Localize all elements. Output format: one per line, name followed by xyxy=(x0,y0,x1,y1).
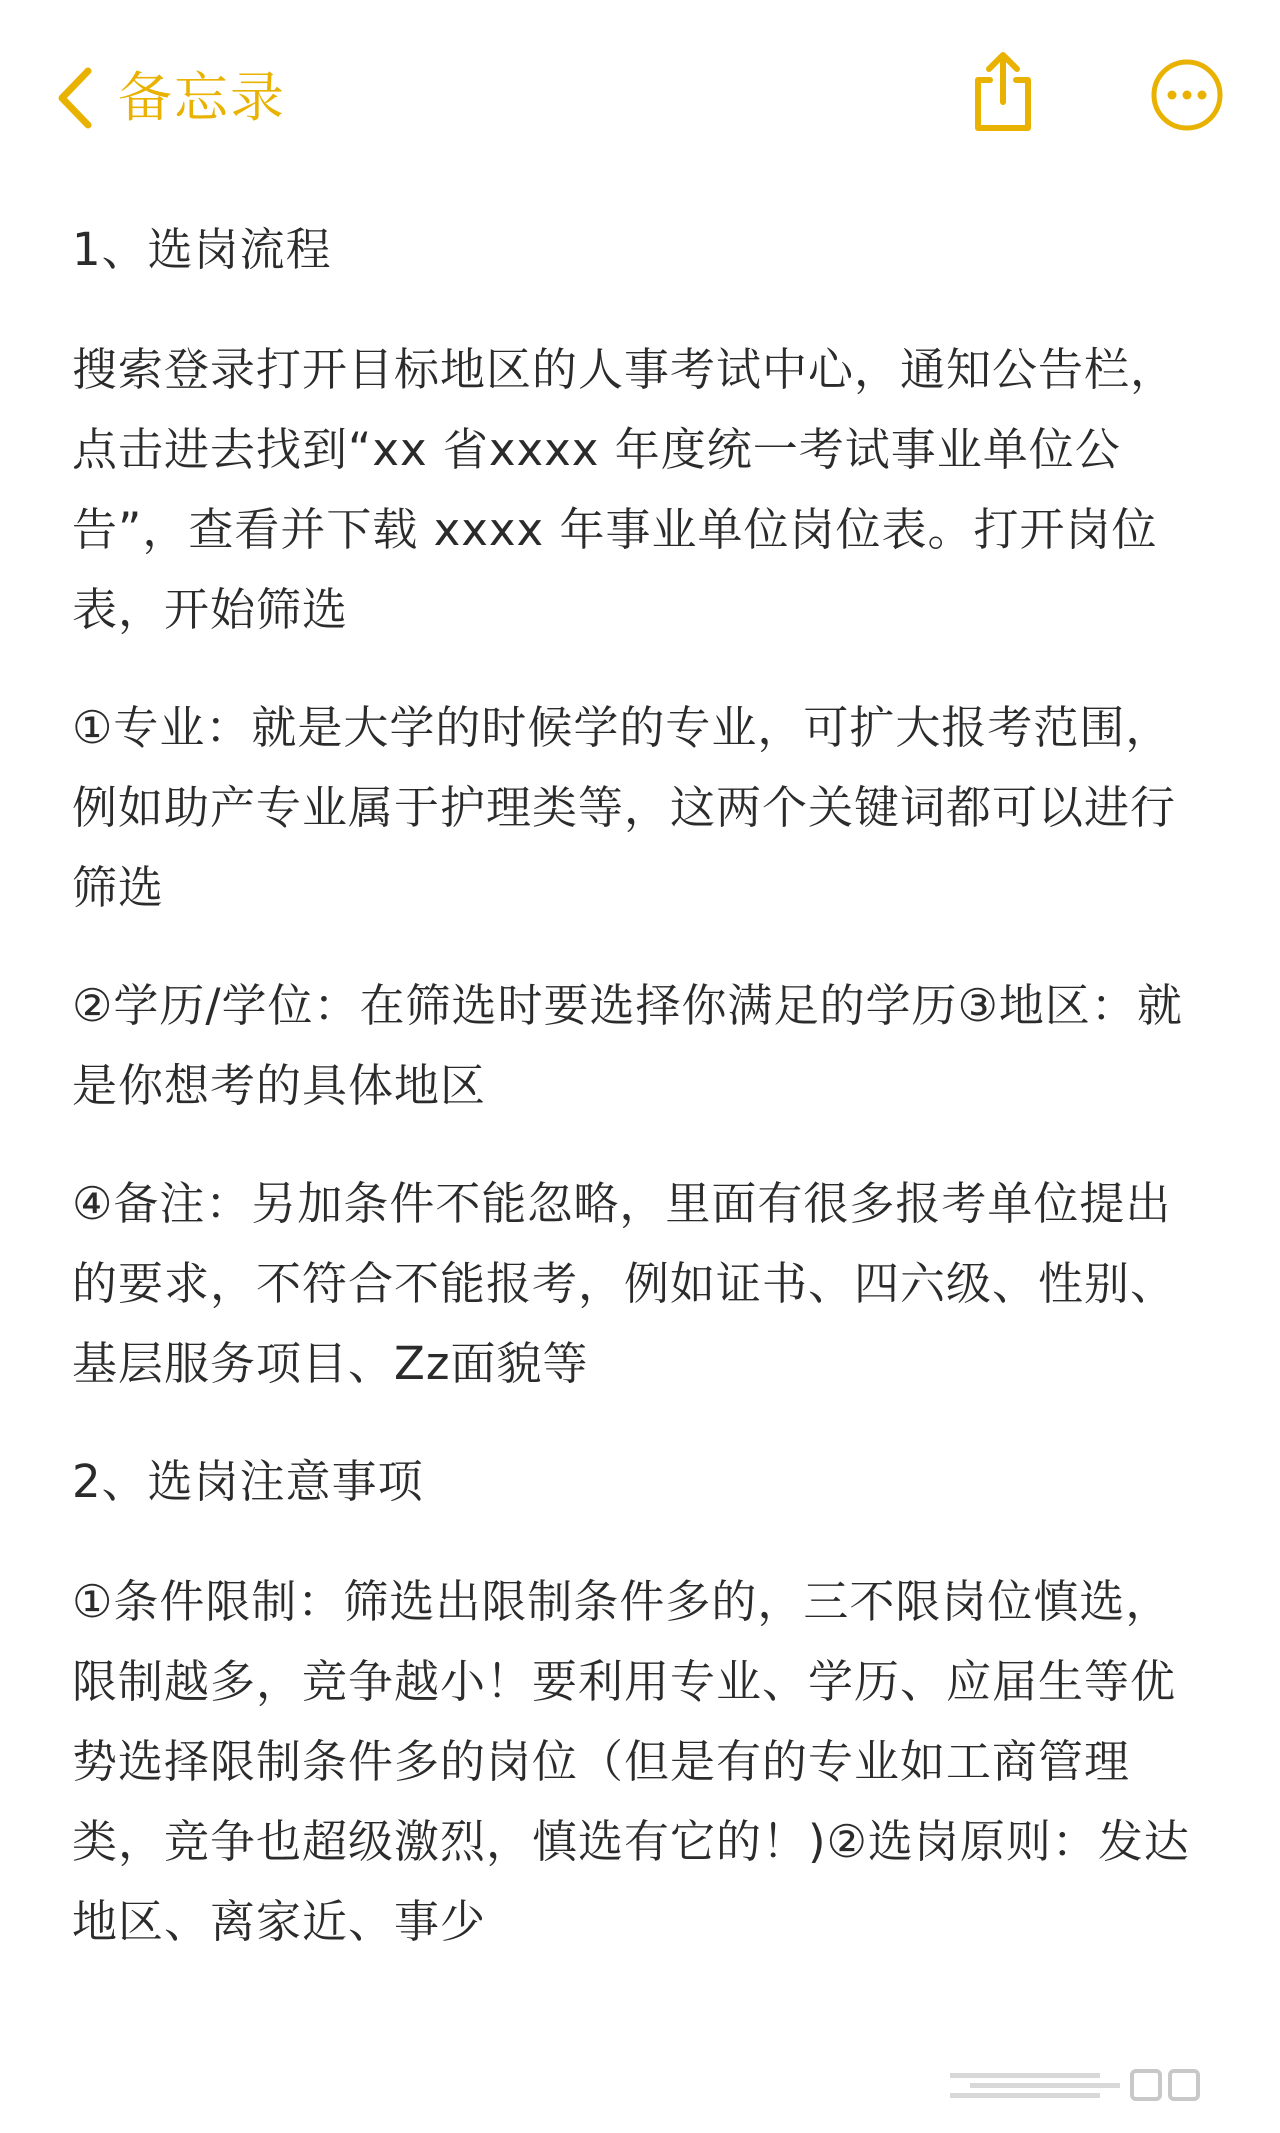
chevron-left-icon xyxy=(52,63,96,133)
watermark-logo xyxy=(950,2065,1220,2105)
note-body[interactable] xyxy=(72,210,1212,2000)
navigation-bar xyxy=(0,0,1280,190)
back-label: 备忘录 xyxy=(118,66,286,129)
note-paragraph: ②学历/学位：在筛选时要选择你满足的学历③地区：就是你想考的具体地区 xyxy=(72,979,1183,1112)
more-button[interactable] xyxy=(1150,58,1224,132)
share-icon xyxy=(968,50,1038,134)
more-icon xyxy=(1150,58,1224,132)
note-paragraph: ①条件限制：筛选出限制条件多的，三不限岗位慎选，限制越多，竞争越小！要利用专业、学历、应届生等优势选择限制条件多的岗位（但是有的专业如工商管理类，竞争也超级激烈，慎选有它的！)②选岗原则：发达地区、离家近、事少 xyxy=(72,1575,1190,1948)
section-heading-1: 1、选岗流程 xyxy=(72,223,332,276)
note-paragraph: ④备注：另加条件不能忽略，里面有很多报考单位提出的要求，不符合不能报考，例如证书、四六级、性别、基层服务项目、Zz面貌等 xyxy=(72,1177,1177,1390)
note-paragraph: 搜索登录打开目标地区的人事考试中心，通知公告栏，点击进去找到“xx 省xxxx 年度统一考试事业单位公告”，查看并下载 xxxx 年事业单位岗位表。打开岗位表，开始筛选 xyxy=(72,343,1177,636)
note-paragraph: ①专业：就是大学的时候学的专业，可扩大报考范围，例如助产专业属于护理类等，这两个关键词都可以进行筛选 xyxy=(72,701,1177,914)
section-heading-2: 2、选岗注意事项 xyxy=(72,1455,424,1508)
back-button[interactable] xyxy=(52,58,286,138)
share-button[interactable] xyxy=(968,50,1038,134)
